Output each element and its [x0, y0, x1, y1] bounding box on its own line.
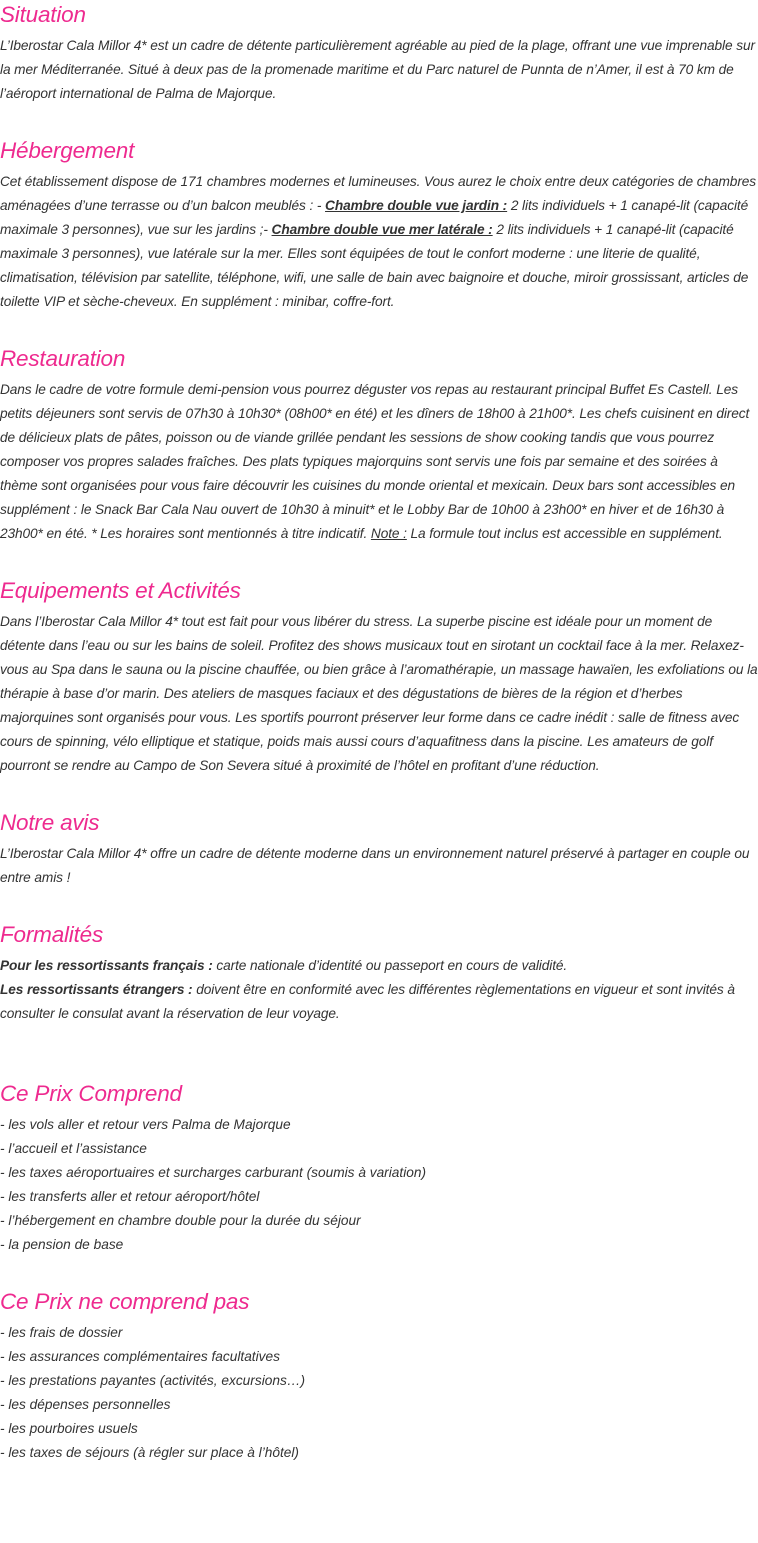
list-item: - les taxes de séjours (à régler sur place à l’hôtel) [0, 1445, 299, 1460]
restauration-text-part-1: Dans le cadre de votre formule demi-pension vous pourrez déguster vos repas au restaurant principal Buffet Es Castell. Les petits déjeuners sont servis de 07h30 à 10h30* (08h00* en été) et les dîners de 18h00 à 21h00*. Les chefs cuisinent en direct de délicieux plats de pâtes, poisson ou de viande grillée pendant les sessions de show cooking tandis que vous pourrez composer vos propres salades fraîches. Des plats typiques majorquins sont servis une fois par semaine et des soirées à thème sont organisées pour vous faire découvrir les cuisines du monde oriental et mexicain. Deux bars sont accessibles en supplément : le Snack Bar Cala Nau ouvert de 10h30 à minuit* et le Lobby Bar de 10h00 à 23h00* en hiver et de 16h30 à 23h00* en été. * Les horaires sont mentionnés à titre indicatif. [0, 382, 750, 541]
list-item: - les transferts aller et retour aéroport/hôtel [0, 1189, 260, 1204]
list-item: - les taxes aéroportuaires et surcharges carburant (soumis à variation) [0, 1165, 427, 1180]
hebergement-text [0, 170, 758, 314]
formalites-foreign-text: doivent être en conformité avec les différentes règlementations en vigueur et sont invités à consulter le consulat avant la réservation de leur voyage. [0, 982, 735, 1021]
list-item: - la pension de base [0, 1237, 124, 1252]
list-item: - l’hébergement en chambre double pour la durée du séjour [0, 1213, 361, 1228]
section-title-equipements: Equipements et Activités [0, 578, 241, 603]
section-title-avis: Notre avis [0, 810, 100, 835]
hebergement-text-part-3: 2 lits individuels + 1 canapé-lit (capacité maximale 3 personnes), vue latérale sur la mer. Elles sont équipées de tout le confort moderne : une literie de qualité, climatisation, télévision par satellite, téléphone, wifi, une salle de bain avec baignoire et douche, miroir grossissant, articles de toilette VIP et sèche-cheveux. En supplément : minibar, coffre-fort. [0, 222, 749, 309]
section-prix-comprend [0, 1079, 758, 1257]
avis-text: L’Iberostar Cala Millor 4* offre un cadre de détente moderne dans un environnement naturel préservé à partager en couple ou entre amis ! [0, 846, 750, 885]
list-item: - les assurances complémentaires facultatives [0, 1349, 280, 1364]
section-formalites [0, 920, 758, 1026]
section-equipements [0, 576, 758, 778]
section-hebergement [0, 136, 758, 314]
section-title-formalites: Formalités [0, 922, 104, 947]
section-title-prix-ne-comprend-pas: Ce Prix ne comprend pas [0, 1289, 250, 1314]
section-title-hebergement: Hébergement [0, 138, 135, 163]
hebergement-text-part-1: Cet établissement dispose de 171 chambres modernes et lumineuses. Vous aurez le choix entre deux catégories de chambres aménagées d’une terrasse ou d’un balcon meublés : - [0, 174, 757, 213]
section-restauration [0, 344, 758, 546]
note-label: Note : [370, 526, 407, 541]
section-situation [0, 0, 758, 106]
formalites-foreign-label: Les ressortissants étrangers : [0, 982, 193, 997]
list-item: - les frais de dossier [0, 1325, 123, 1340]
room-type-sea-label: Chambre double vue mer latérale : [271, 222, 493, 237]
section-title-situation: Situation [0, 2, 86, 27]
section-title-prix-comprend: Ce Prix Comprend [0, 1081, 182, 1106]
equipements-text: Dans l’Iberostar Cala Millor 4* tout est fait pour vous libérer du stress. La superbe piscine est idéale pour un moment de détente dans l’eau ou sur les bains de soleil. Profitez des shows musicaux tout en sirotant un cocktail face à la mer. Relaxez-vous au Spa dans le sauna ou la piscine chauffée, ou bien grâce à l’aromathérapie, un massage hawaïen, les exfoliations ou la thérapie à base d’or marin. Des ateliers de masques faciaux et des dégustations de bières de la région et d’herbes majorquines sont organisés pour vous. Les sportifs pourront préserver leur forme dans ce cadre inédit : salle de fitness avec cours de spinning, vélo elliptique et statique, poids mais aussi cours d’aquafitness dans la piscine. Les amateurs de golf pourront se rendre au Campo de Son Severa situé à proximité de l’hôtel en profitant d’une réduction. [0, 614, 758, 773]
situation-text: L’Iberostar Cala Millor 4* est un cadre de détente particulièrement agréable au pied de la plage, offrant une vue imprenable sur la mer Méditerranée. Situé à deux pas de la promenade maritime et du Parc naturel de Punnta de n’Amer, il est à 70 km de l’aéroport international de Palma de Majorque. [0, 38, 755, 101]
section-prix-ne-comprend-pas [0, 1287, 758, 1465]
hebergement-text-part-2: 2 lits individuels + 1 canapé-lit (capacité maximale 3 personnes), vue sur les jardins ;- [0, 198, 749, 237]
prix-comprend-list [0, 1113, 758, 1257]
list-item: - les pourboires usuels [0, 1421, 138, 1436]
formalites-french-text: carte nationale d’identité ou passeport en cours de validité. [212, 958, 568, 973]
list-item: - les prestations payantes (activités, excursions…) [0, 1373, 306, 1388]
formalites-french-label: Pour les ressortissants français : [0, 958, 213, 973]
restauration-text [0, 378, 758, 546]
list-item: - les dépenses personnelles [0, 1397, 171, 1412]
list-item: - l’accueil et l’assistance [0, 1141, 147, 1156]
section-avis [0, 808, 758, 890]
formalites-text [0, 954, 758, 1026]
room-type-garden-label: Chambre double vue jardin : [325, 198, 508, 213]
prix-ne-comprend-pas-list [0, 1321, 758, 1465]
section-title-restauration: Restauration [0, 346, 126, 371]
list-item: - les vols aller et retour vers Palma de Majorque [0, 1117, 291, 1132]
restauration-text-part-2: La formule tout inclus est accessible en supplément. [406, 526, 723, 541]
